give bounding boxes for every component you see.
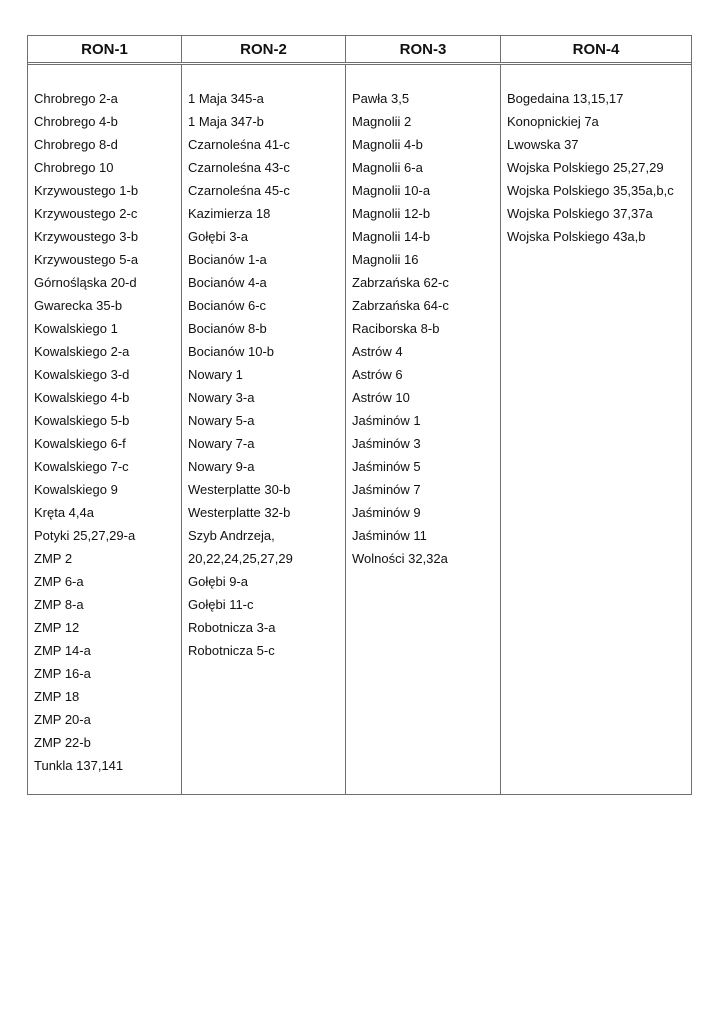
address-item: Nowary 1: [188, 367, 243, 382]
address-item: Kowalskiego 4-b: [34, 390, 130, 405]
address-item: Tunkla 137,141: [34, 758, 124, 773]
address-item: Gwarecka 35-b: [34, 298, 123, 313]
address-item: 1 Maja 345-a: [188, 91, 264, 106]
address-item: Kowalskiego 3-d: [34, 367, 130, 382]
address-item: Kowalskiego 6-f: [34, 436, 126, 451]
address-item: Gołębi 9-a: [188, 574, 248, 589]
address-item: Nowary 9-a: [188, 459, 255, 474]
column-header-ron-3: RON-3: [346, 36, 501, 62]
address-list-ron-4: [507, 87, 691, 248]
table-body-row: [28, 65, 691, 794]
address-item: Wojska Polskiego 35,35a,b,c: [507, 183, 674, 198]
address-list-ron-3: [352, 87, 500, 570]
address-item: ZMP 14-a: [34, 643, 91, 658]
address-item: Konopnickiej 7a: [507, 114, 599, 129]
address-item: Gołębi 3-a: [188, 229, 248, 244]
address-item: Magnolii 2: [352, 114, 412, 129]
address-item: Kowalskiego 5-b: [34, 413, 130, 428]
address-item: Bogedaina 13,15,17: [507, 91, 624, 106]
address-item: Raciborska 8-b: [352, 321, 440, 336]
address-item: Krzywoustego 5-a: [34, 252, 139, 267]
address-item: Czarnoleśna 41-c: [188, 137, 290, 152]
address-item: Górnośląska 20-d: [34, 275, 137, 290]
address-item: Wojska Polskiego 25,27,29: [507, 160, 664, 175]
address-item: Wojska Polskiego 43a,b: [507, 229, 646, 244]
address-item: Krzywoustego 2-c: [34, 206, 138, 221]
address-item: Jaśminów 5: [352, 459, 421, 474]
address-item: Gołębi 11-c: [188, 597, 254, 612]
address-item: ZMP 20-a: [34, 712, 91, 727]
address-item: Krzywoustego 1-b: [34, 183, 139, 198]
address-item: Kazimierza 18: [188, 206, 271, 221]
address-item: 1 Maja 347-b: [188, 114, 264, 129]
address-item: Krzywoustego 3-b: [34, 229, 139, 244]
address-item: Kowalskiego 2-a: [34, 344, 130, 359]
address-item: Nowary 7-a: [188, 436, 255, 451]
column-header-ron-2: RON-2: [182, 36, 346, 62]
address-item: Bocianów 1-a: [188, 252, 267, 267]
address-item: Jaśminów 7: [352, 482, 421, 497]
address-item: Magnolii 14-b: [352, 229, 431, 244]
address-item: Magnolii 12-b: [352, 206, 431, 221]
address-item: Bocianów 6-c: [188, 298, 267, 313]
address-item: Zabrzańska 62-c: [352, 275, 449, 290]
address-item: Nowary 5-a: [188, 413, 255, 428]
address-item: ZMP 6-a: [34, 574, 84, 589]
column-ron-4: [501, 65, 691, 794]
address-item: Chrobrego 4-b: [34, 114, 118, 129]
address-item: Bocianów 8-b: [188, 321, 267, 336]
address-item: ZMP 8-a: [34, 597, 84, 612]
address-item: Pawła 3,5: [352, 91, 410, 106]
address-item: Wojska Polskiego 37,37a: [507, 206, 653, 221]
address-item: Magnolii 10-a: [352, 183, 431, 198]
address-item: Westerplatte 32-b: [188, 505, 291, 520]
address-item: Chrobrego 2-a: [34, 91, 118, 106]
address-item: Jaśminów 1: [352, 413, 421, 428]
column-ron-3: [346, 65, 501, 794]
table-header-row: [28, 36, 691, 63]
address-item: Robotnicza 3-a: [188, 620, 276, 635]
address-item: Chrobrego 8-d: [34, 137, 118, 152]
address-item: Szyb Andrzeja,: [188, 528, 275, 543]
address-item: Czarnoleśna 43-c: [188, 160, 290, 175]
address-table: [27, 35, 692, 795]
column-ron-2: [182, 65, 346, 794]
address-item: Jaśminów 3: [352, 436, 421, 451]
column-header-ron-1: RON-1: [28, 36, 182, 62]
address-item: ZMP 2: [34, 551, 73, 566]
address-item: ZMP 12: [34, 620, 80, 635]
address-item: ZMP 16-a: [34, 666, 91, 681]
address-item: Astrów 10: [352, 390, 410, 405]
address-list-ron-2: [188, 87, 345, 662]
address-item: Nowary 3-a: [188, 390, 255, 405]
address-item: Zabrzańska 64-c: [352, 298, 449, 313]
address-item: ZMP 18: [34, 689, 80, 704]
address-item: Lwowska 37: [507, 137, 579, 152]
address-item: Wolności 32,32a: [352, 551, 448, 566]
address-item: Jaśminów 11: [352, 528, 427, 543]
address-item: 20,22,24,25,27,29: [188, 551, 293, 566]
address-item: Kręta 4,4a: [34, 505, 94, 520]
address-item: Bocianów 4-a: [188, 275, 267, 290]
address-item: Astrów 4: [352, 344, 403, 359]
address-item: Westerplatte 30-b: [188, 482, 291, 497]
address-item: Astrów 6: [352, 367, 403, 382]
address-item: Bocianów 10-b: [188, 344, 274, 359]
column-header-ron-4: RON-4: [572, 40, 620, 58]
address-item: Magnolii 4-b: [352, 137, 423, 152]
address-item: Potyki 25,27,29-a: [34, 528, 136, 543]
address-item: Kowalskiego 9: [34, 482, 118, 497]
address-item: Jaśminów 9: [352, 505, 421, 520]
address-item: Czarnoleśna 45-c: [188, 183, 290, 198]
address-item: Magnolii 16: [352, 252, 419, 267]
address-item: Magnolii 6-a: [352, 160, 423, 175]
column-ron-1: [28, 65, 182, 794]
address-item: Kowalskiego 1: [34, 321, 118, 336]
address-list-ron-1: [34, 87, 181, 777]
address-item: Kowalskiego 7-c: [34, 459, 129, 474]
address-item: Robotnicza 5-c: [188, 643, 275, 658]
address-item: ZMP 22-b: [34, 735, 91, 750]
address-item: Chrobrego 10: [34, 160, 114, 175]
